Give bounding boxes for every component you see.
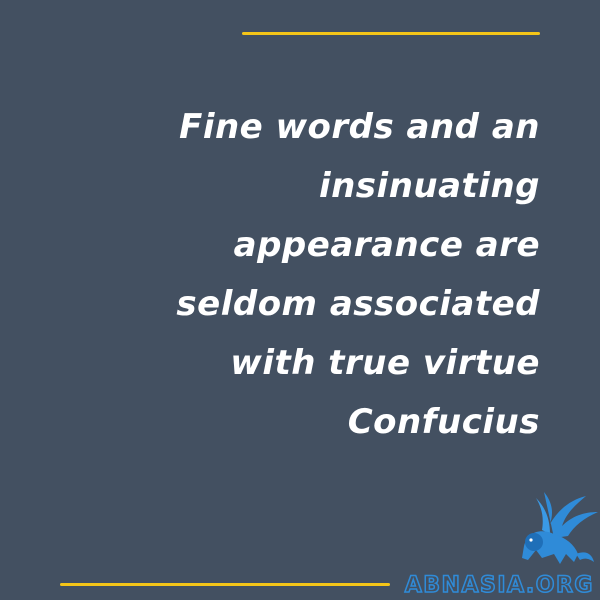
top-accent-line [242, 32, 540, 35]
bottom-accent-line [60, 583, 390, 586]
quote-line-5: with true virtue [230, 343, 540, 383]
quote-line-2: insinuating [318, 166, 540, 206]
quote-author: Confucius [347, 402, 540, 442]
winged-lion-icon [514, 488, 600, 570]
quote-line-4: seldom associated [176, 284, 540, 324]
quote-block [70, 98, 540, 452]
quote-line-1: Fine words and an [179, 107, 540, 147]
site-watermark: ABNASIA.ORG [404, 573, 594, 598]
quote-line-3: appearance are [233, 225, 540, 265]
